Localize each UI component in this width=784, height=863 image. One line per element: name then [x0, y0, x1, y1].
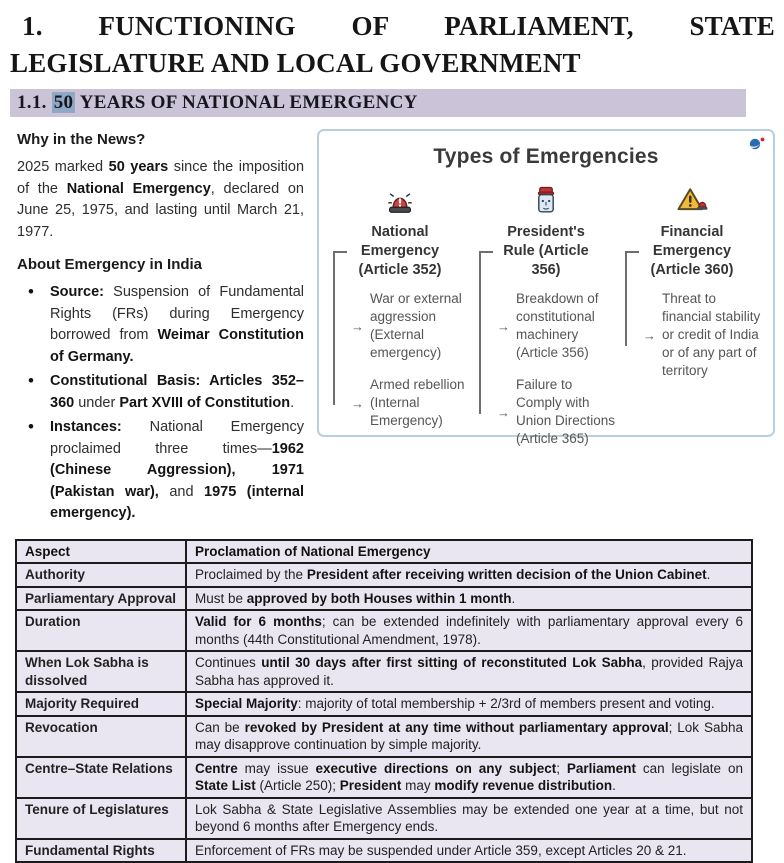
arrow-icon: →: [497, 405, 510, 420]
news-heading: Why in the News?: [17, 131, 304, 148]
page-title: [10, 8, 775, 82]
arrow-icon: →: [351, 319, 364, 334]
table-header-row: [16, 540, 752, 564]
column-items: [621, 290, 763, 380]
left-column: [10, 129, 304, 528]
table-row: When Lok Sabha is dissolved Continues until 30 days after first sitting of reconstituted Lok Sabha, provided Rajya Sabha has approved it.: [16, 651, 752, 692]
page-title-line1: 1. FUNCTIONING OF PARLIAMENT, STATE: [10, 8, 775, 45]
table-row: Centre–State Relations Centre may issue executive directions on any subject; Parliament can legislate on State List (Article 250); President may modify revenue distribution.: [16, 757, 752, 798]
arrow-icon: →: [497, 319, 510, 334]
table-header-value: Proclamation of National Emergency: [186, 540, 752, 564]
column-heading: President's Rule (Article 356): [490, 223, 602, 280]
table-row: Majority Required Special Majority: majority of total membership + 2/3rd of members present and voting.: [16, 692, 752, 716]
table-row: Parliamentary Approval Must be approved by both Houses within 1 month.: [16, 587, 752, 611]
diagram-item: → Failure to Comply with Union Directions (Article 365): [497, 376, 617, 448]
about-heading: About Emergency in India: [17, 256, 304, 273]
bullet-instances: • Instances: National Emergency proclaimed three times—1962 (Chinese Aggression), 1971 (Pakistan war), and 1975 (internal emergency).: [17, 417, 304, 525]
section-heading: 1.1. 50 YEARS OF NATIONAL EMERGENCY: [10, 89, 746, 117]
table-row: Revocation Can be revoked by President at any time without parliamentary approval; Lok Sabha may disapprove continuation by simple majority.: [16, 716, 752, 757]
column-heading: Financial Emergency (Article 360): [636, 223, 748, 280]
arrow-icon: →: [351, 396, 364, 411]
column-heading: National Emergency (Article 352): [344, 223, 456, 280]
content-row: [10, 129, 775, 528]
diagram-column-presidents-rule: [473, 183, 619, 462]
connector-rail: [333, 251, 347, 405]
siren-icon: [329, 183, 471, 219]
diagram-column-national-emergency: [327, 183, 473, 462]
emergency-bullet-list: [17, 282, 304, 525]
diagram-item: → War or external aggression (External emergency): [351, 290, 471, 362]
table-row: Authority Proclaimed by the President after receiving written decision of the Union Cabinet.: [16, 563, 752, 587]
column-items: [475, 290, 617, 448]
financial-emergency-icon: [621, 183, 763, 219]
diagram-columns: [319, 183, 773, 462]
diagram-item: → Threat to financial stability or credit of India or of any part of territory: [643, 290, 763, 380]
table-header-aspect: Aspect: [16, 540, 186, 564]
bullet-constitutional-basis: • Constitutional Basis: Articles 352–360 under Part XVIII of Constitution.: [17, 371, 304, 414]
table-row: Tenure of Legislatures Lok Sabha & State Legislative Assemblies may be extended one year at a time, but not beyond 6 months after Emergency ends.: [16, 798, 752, 839]
diagram-column-financial-emergency: [619, 183, 765, 462]
publisher-logo-icon: [747, 136, 766, 156]
national-emergency-table: [15, 539, 753, 863]
diagram-item: → Breakdown of constitutional machinery (Article 356): [497, 290, 617, 362]
table-row: Duration Valid for 6 months; can be extended indefinitely with parliamentary approval every 6 months (44th Constitutional Amendment, 1978).: [16, 610, 752, 651]
connector-rail: [625, 251, 639, 346]
news-paragraph: 2025 marked 50 years since the imposition of the National Emergency, declared on June 25, 1975, and lasting until March 21, 1977.: [17, 157, 304, 243]
connector-rail: [479, 251, 493, 414]
types-of-emergencies-diagram: [317, 129, 775, 437]
diagram-title: Types of Emergencies: [319, 145, 773, 169]
column-items: [329, 290, 471, 430]
table-row: Fundamental Rights Enforcement of FRs may be suspended under Article 359, except Articles 20 & 21.: [16, 839, 752, 863]
page-title-line2: LEGISLATURE AND LOCAL GOVERNMENT: [10, 45, 775, 82]
presidents-rule-icon: [475, 183, 617, 219]
diagram-item: → Armed rebellion (Internal Emergency): [351, 376, 471, 430]
bullet-source: • Source: Suspension of Fundamental Rights (FRs) during Emergency borrowed from Weimar Constitution of Germany.: [17, 282, 304, 368]
arrow-icon: →: [643, 328, 656, 343]
